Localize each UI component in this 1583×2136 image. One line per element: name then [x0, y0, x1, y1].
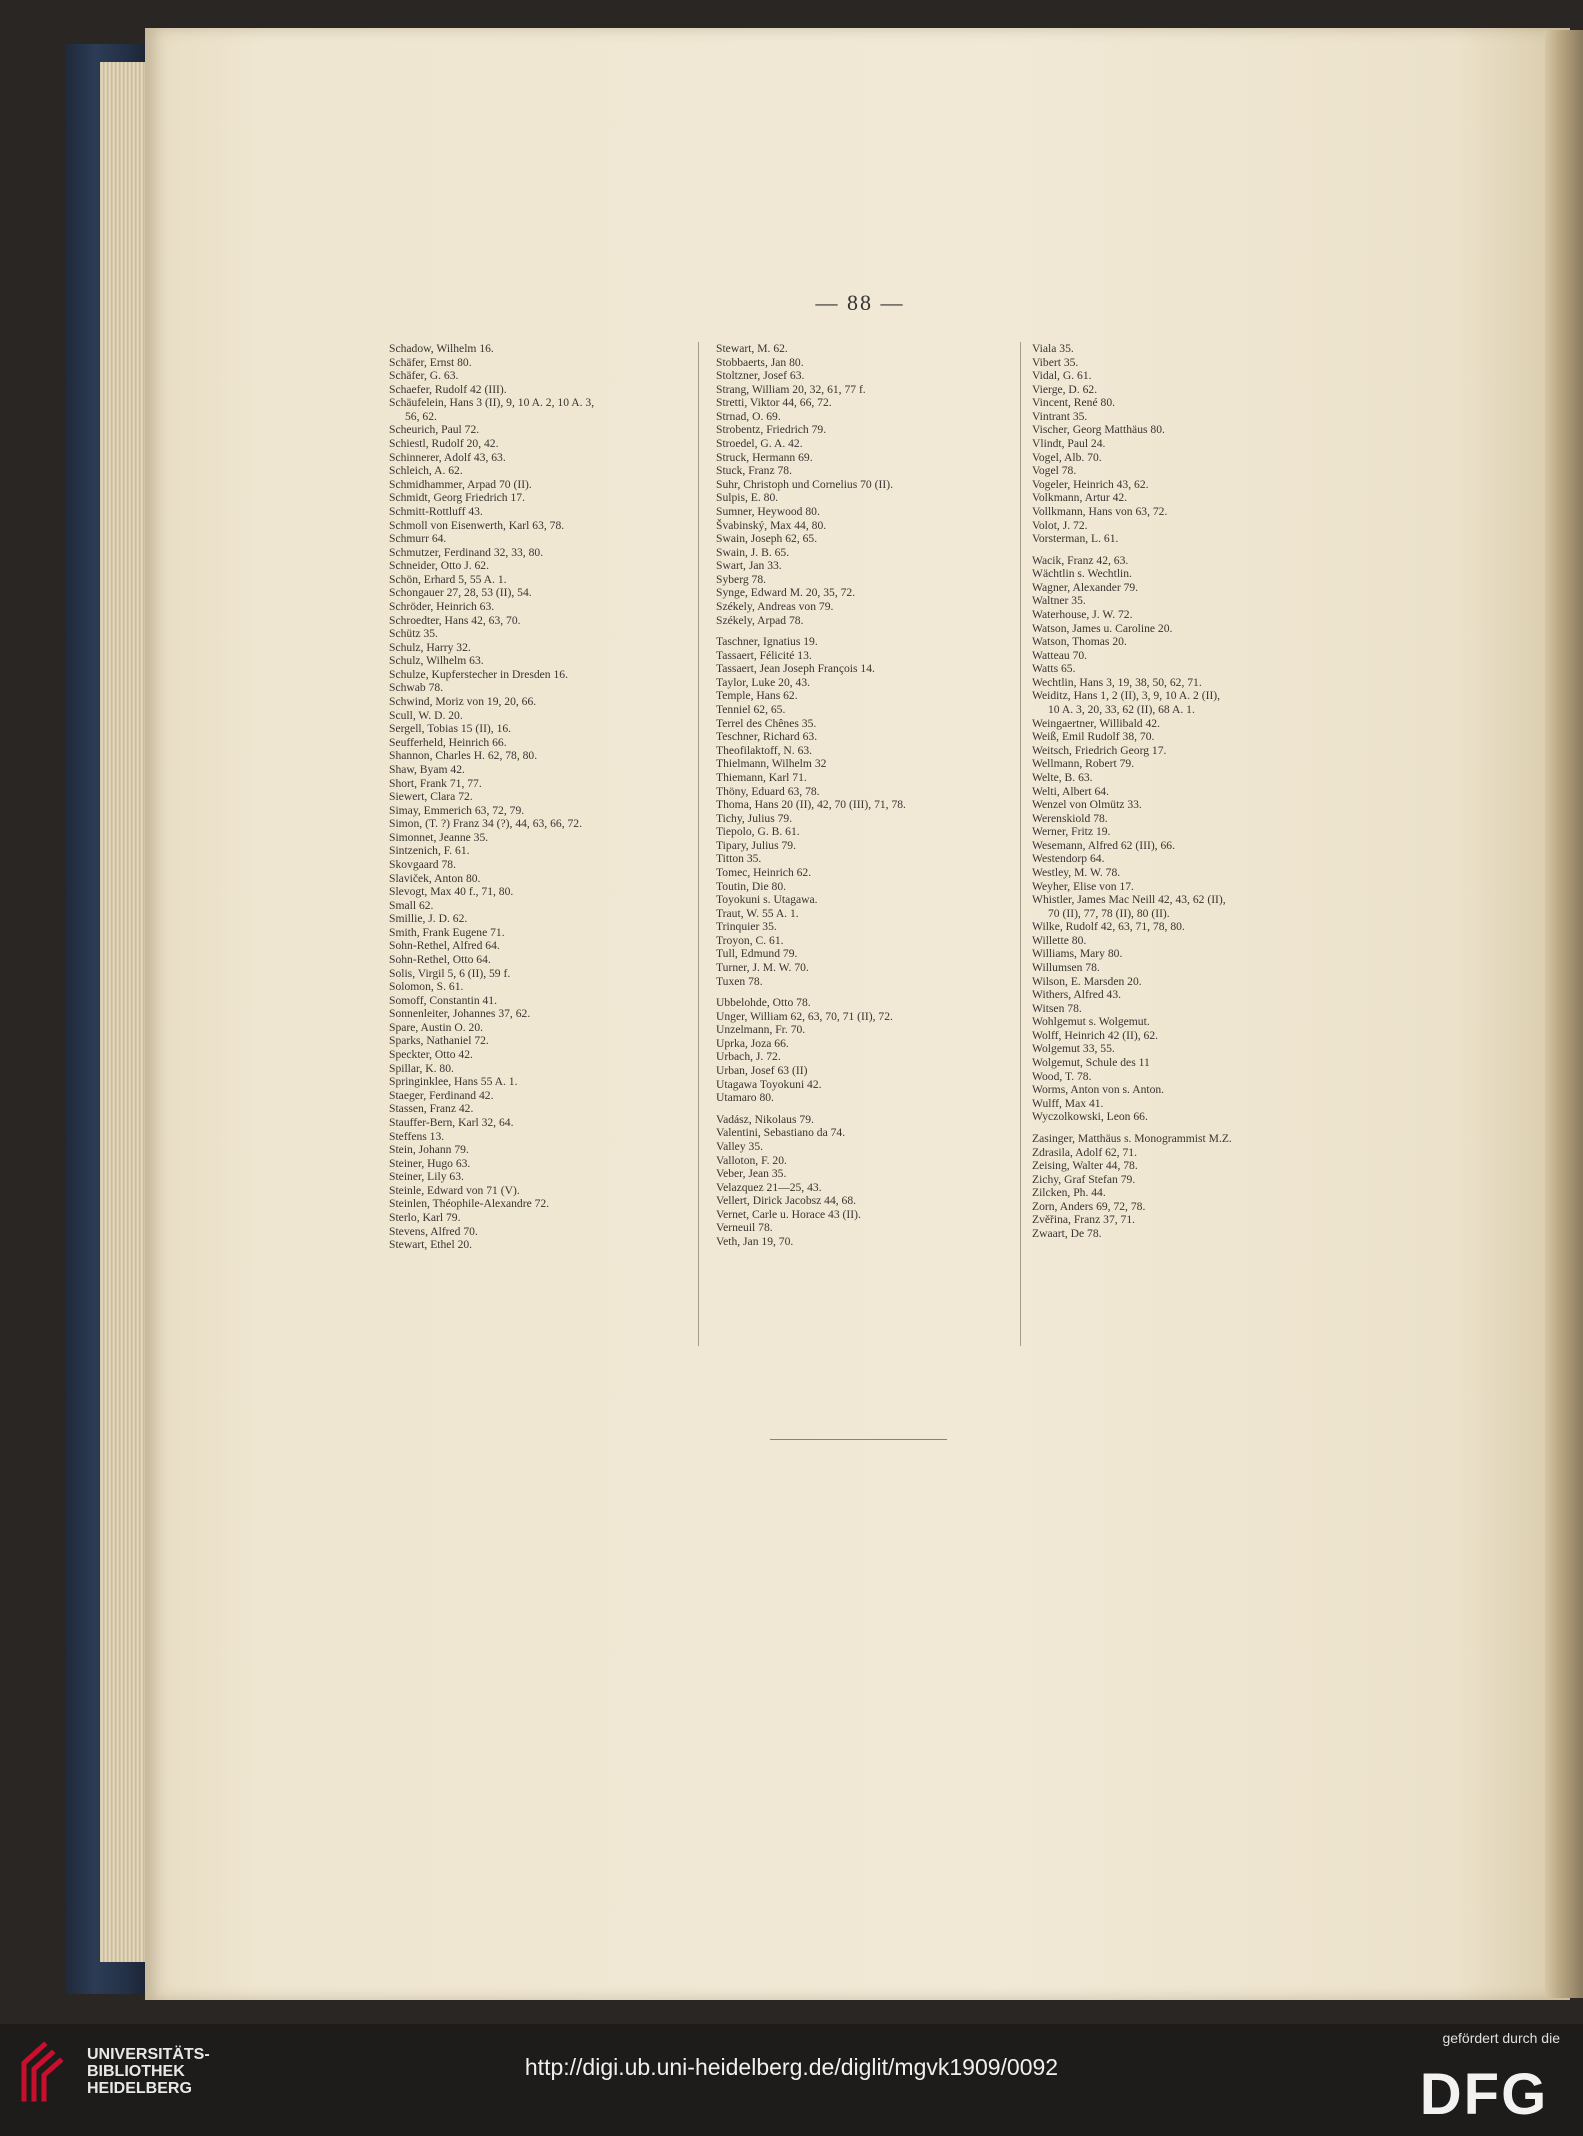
index-entry: Simonnet, Jeanne 35.	[389, 830, 489, 844]
index-entry: Schulze, Kupferstecher in Dresden 16.	[389, 667, 568, 681]
index-entry: Small 62.	[389, 898, 434, 912]
index-entry: Solis, Virgil 5, 6 (II), 59 f.	[389, 966, 511, 980]
index-entry: Steinle, Edward von 71 (V).	[389, 1183, 520, 1197]
index-entry: Slaviček, Anton 80.	[389, 871, 481, 885]
index-entry: Swart, Jan 33.	[716, 559, 782, 573]
index-entry: Utamaro 80.	[716, 1091, 774, 1105]
index-entry: Vollkmann, Hans von 63, 72.	[1032, 504, 1168, 518]
index-entry: Schneider, Otto J. 62.	[389, 559, 490, 573]
index-entry: Wood, T. 78.	[1032, 1069, 1092, 1083]
section-gap	[1032, 546, 1342, 554]
section-gap	[716, 988, 1016, 996]
page-number: — 88 —	[815, 290, 905, 315]
index-entry: Thiemann, Karl 71.	[716, 770, 807, 784]
index-entry: Steiner, Hugo 63.	[389, 1156, 471, 1170]
index-entry: Welte, B. 63.	[1032, 770, 1093, 784]
index-entry: Tipary, Julius 79.	[716, 838, 796, 852]
index-entry: Willette 80.	[1032, 933, 1087, 947]
index-entry: Schaefer, Rudolf 42 (III).	[389, 382, 507, 396]
index-entry: Terrel des Chênes 35.	[716, 716, 817, 730]
column-divider	[1020, 342, 1021, 1346]
index-entry: Wohlgemut s. Wolgemut.	[1032, 1015, 1150, 1029]
index-entry: Weitsch, Friedrich Georg 17.	[1032, 743, 1167, 757]
index-entry: Sterlo, Karl 79.	[389, 1211, 461, 1224]
index-entry: Seufferheld, Heinrich 66.	[389, 735, 507, 749]
index-entry: Stauffer-Bern, Karl 32, 64.	[389, 1115, 514, 1129]
institution-name-line: HEIDELBERG	[87, 2080, 192, 2097]
index-entry: Thoma, Hans 20 (II), 42, 70 (III), 71, 78.	[716, 798, 906, 812]
index-entry: Veth, Jan 19, 70.	[716, 1235, 794, 1248]
index-entry: Wyczolkowski, Leon 66.	[1032, 1110, 1148, 1124]
index-entry: Stretti, Viktor 44, 66, 72.	[716, 396, 832, 410]
index-entry: Schröder, Heinrich 63.	[389, 599, 495, 613]
index-entry: Turner, J. M. W. 70.	[716, 961, 809, 975]
index-entry: Zwaart, De 78.	[1032, 1227, 1102, 1240]
index-entry: Temple, Hans 62.	[716, 689, 798, 703]
end-rule	[770, 1439, 947, 1440]
index-entry: Taschner, Ignatius 19.	[716, 635, 818, 649]
index-entry: Wagner, Alexander 79.	[1032, 580, 1139, 594]
index-entry: Watts 65.	[1032, 662, 1076, 676]
index-entry-continuation: 10 A. 3, 20, 33, 62 (II), 68 A. 1.	[1048, 703, 1195, 717]
index-entry: Vernet, Carle u. Horace 43 (II).	[716, 1207, 861, 1221]
index-entry: Werenskiold 78.	[1032, 811, 1108, 825]
index-entry: Struck, Hermann 69.	[716, 450, 813, 464]
index-entry: Steinlen, Théophile-Alexandre 72.	[389, 1197, 550, 1211]
index-entry: Wilson, E. Marsden 20.	[1032, 974, 1142, 988]
section-gap	[716, 627, 1016, 635]
index-entry: Scull, W. D. 20.	[389, 708, 463, 722]
index-entry-continuation: 56, 62.	[405, 409, 437, 423]
index-entry: Thielmann, Wilhelm 32	[716, 757, 827, 771]
index-entry: Weingaertner, Willibald 42.	[1032, 716, 1160, 730]
index-entry: Urban, Josef 63 (II)	[716, 1064, 808, 1078]
index-entry: Vorsterman, L. 61.	[1032, 532, 1119, 546]
index-entry: Toyokuni s. Utagawa.	[716, 893, 818, 907]
index-entry: Strobentz, Friedrich 79.	[716, 423, 827, 437]
index-entry: Welti, Albert 64.	[1032, 784, 1109, 798]
index-entry: Valentini, Sebastiano da 74.	[716, 1126, 846, 1140]
index-entry: Zasinger, Matthäus s. Monogrammist M.Z.	[1032, 1131, 1232, 1145]
index-entry: Steiner, Lily 63.	[389, 1170, 464, 1184]
index-entry: Watson, Thomas 20.	[1032, 635, 1127, 649]
index-entry: Zdrasila, Adolf 62, 71.	[1032, 1145, 1137, 1159]
index-entry: Solomon, S. 61.	[389, 980, 464, 994]
index-entry: Stewart, M. 62.	[716, 342, 788, 355]
index-entry: Wilke, Rudolf 42, 63, 71, 78, 80.	[1032, 920, 1185, 934]
index-entry: Wächtlin s. Wechtlin.	[1032, 567, 1132, 581]
index-entry: Vogel 78.	[1032, 464, 1077, 478]
index-entry: Synge, Edward M. 20, 35, 72.	[716, 586, 856, 600]
index-entry: Weiß, Emil Rudolf 38, 70.	[1032, 730, 1155, 744]
index-entry: Tassaert, Jean Joseph François 14.	[716, 662, 875, 676]
index-entry: Urbach, J. 72.	[716, 1050, 781, 1064]
index-entry: Volot, J. 72.	[1032, 518, 1088, 532]
index-entry: Swain, J. B. 65.	[716, 545, 790, 559]
index-entry: Volkmann, Artur 42.	[1032, 491, 1128, 505]
section-gap	[1032, 1124, 1342, 1132]
index-entry: Watteau 70.	[1032, 648, 1088, 662]
university-library-logo-icon	[18, 2037, 68, 2103]
index-entry: Theofilaktoff, N. 63.	[716, 743, 813, 757]
index-entry: Spare, Austin O. 20.	[389, 1020, 484, 1034]
dfg-logo-text: DFG	[1419, 2066, 1549, 2120]
index-entry: Székely, Andreas von 79.	[716, 599, 834, 613]
index-entry: Titton 35.	[716, 852, 762, 866]
index-entry: Švabinský, Max 44, 80.	[716, 518, 827, 532]
index-entry: Schütz 35.	[389, 627, 438, 641]
index-entry-continuation: 70 (II), 77, 78 (II), 80 (II).	[1048, 906, 1170, 920]
index-entry: Werner, Fritz 19.	[1032, 825, 1111, 839]
index-entry: Schmoll von Eisenwerth, Karl 63, 78.	[389, 518, 565, 532]
index-entry: Viala 35.	[1032, 342, 1074, 355]
index-entry: Willumsen 78.	[1032, 961, 1100, 975]
index-entry: Tenniel 62, 65.	[716, 703, 786, 717]
index-entry: Somoff, Constantin 41.	[389, 993, 498, 1007]
index-entry: Uprka, Joza 66.	[716, 1036, 789, 1050]
index-entry: Vellert, Dirick Jacobsz 44, 68.	[716, 1194, 857, 1208]
index-entry: Sulpis, E. 80.	[716, 491, 779, 505]
index-entry: Stoltzner, Josef 63.	[716, 369, 805, 383]
index-entry: Wesemann, Alfred 62 (III), 66.	[1032, 838, 1175, 852]
index-entry: Zvěřina, Franz 37, 71.	[1032, 1213, 1136, 1227]
index-entry: Stewart, Ethel 20.	[389, 1238, 473, 1252]
logo-red-strokes	[24, 2045, 60, 2099]
index-entry: Taylor, Luke 20, 43.	[716, 675, 811, 689]
index-entry: Tuxen 78.	[716, 974, 763, 988]
index-entry: Traut, W. 55 A. 1.	[716, 906, 799, 920]
index-entry: Waterhouse, J. W. 72.	[1032, 607, 1133, 621]
index-entry: Wolgemut 33, 55.	[1032, 1042, 1115, 1056]
index-entry: Witsen 78.	[1032, 1001, 1082, 1015]
index-entry: Westley, M. W. 78.	[1032, 865, 1121, 879]
index-entry: Vintrant 35.	[1032, 409, 1088, 423]
index-entry: Watson, James u. Caroline 20.	[1032, 621, 1173, 635]
index-entry: Veber, Jean 35.	[716, 1167, 787, 1181]
index-entry: Steffens 13.	[389, 1129, 445, 1143]
index-entry: Worms, Anton von s. Anton.	[1032, 1083, 1165, 1097]
index-entry: Strang, William 20, 32, 61, 77 f.	[716, 382, 866, 396]
index-entry: Sparks, Nathaniel 72.	[389, 1034, 489, 1048]
index-entry: Sohn-Rethel, Otto 64.	[389, 953, 491, 967]
index-entry: Schulz, Wilhelm 63.	[389, 654, 484, 668]
index-entry: Verneuil 78.	[716, 1221, 773, 1235]
index-entry: Troyon, C. 61.	[716, 933, 784, 947]
index-entry: Smillie, J. D. 62.	[389, 912, 468, 926]
index-entry: Wacik, Franz 42, 63.	[1032, 553, 1129, 567]
index-entry: Schön, Erhard 5, 55 A. 1.	[389, 572, 507, 586]
index-entry: Stassen, Franz 42.	[389, 1102, 474, 1116]
index-entry: Schmitt-Rottluff 43.	[389, 504, 483, 518]
index-entry: Schinnerer, Adolf 43, 63.	[389, 450, 506, 464]
index-entry: Toutin, Die 80.	[716, 879, 787, 893]
section-gap	[716, 1105, 1016, 1113]
index-entry: Utagawa Toyokuni 42.	[716, 1077, 822, 1091]
index-entry: Vogel, Alb. 70.	[1032, 450, 1102, 464]
index-entry: Strnad, O. 69.	[716, 409, 781, 423]
index-entry: Schmutzer, Ferdinand 32, 33, 80.	[389, 545, 544, 559]
index-entry: Wenzel von Olmütz 33.	[1032, 798, 1142, 812]
index-entry: Zorn, Anders 69, 72, 78.	[1032, 1199, 1146, 1213]
index-entry: Wechtlin, Hans 3, 19, 38, 50, 62, 71.	[1032, 675, 1202, 689]
index-entry: Shannon, Charles H. 62, 78, 80.	[389, 749, 538, 763]
index-entry: Sumner, Heywood 80.	[716, 504, 820, 518]
index-entry: Waltner 35.	[1032, 594, 1086, 608]
index-entry: Tull, Edmund 79.	[716, 947, 798, 961]
index-entry: Vadász, Nikolaus 79.	[716, 1112, 814, 1126]
index-entry: Schmidt, Georg Friedrich 17.	[389, 491, 525, 505]
index-entry: Wulff, Max 41.	[1032, 1096, 1104, 1110]
index-entry: Stroedel, G. A. 42.	[716, 437, 803, 451]
index-entry: Schiestl, Rudolf 20, 42.	[389, 437, 499, 451]
index-entry: Weyher, Elise von 17.	[1032, 879, 1134, 893]
index-entry: Suhr, Christoph und Cornelius 70 (II).	[716, 477, 893, 491]
index-entry: Withers, Alfred 43.	[1032, 988, 1122, 1002]
index-entry: Zeising, Walter 44, 78.	[1032, 1159, 1138, 1173]
index-entry: Schäfer, Ernst 80.	[389, 355, 472, 369]
index-entry: Short, Frank 71, 77.	[389, 776, 482, 790]
index-entry: Stevens, Alfred 70.	[389, 1224, 478, 1238]
index-entry: Sonnenleiter, Johannes 37, 62.	[389, 1007, 531, 1021]
index-entry: Staeger, Ferdinand 42.	[389, 1088, 494, 1102]
index-entry: Syberg 78.	[716, 572, 767, 586]
index-entry: Weiditz, Hans 1, 2 (II), 3, 9, 10 A. 2 (II),	[1032, 689, 1221, 703]
index-entry: Wolgemut, Schule des 11	[1032, 1056, 1150, 1070]
index-entry: Schwind, Moriz von 19, 20, 66.	[389, 695, 537, 709]
permalink-url[interactable]: http://digi.ub.uni-heidelberg.de/diglit/mgvk1909/0092	[524, 2054, 1059, 2080]
index-entry: Vierge, D. 62.	[1032, 382, 1098, 396]
institution-name-line: UNIVERSITÄTS-	[87, 2046, 210, 2063]
index-entry: Sergell, Tobias 15 (II), 16.	[389, 722, 512, 736]
index-entry: Tassaert, Félicité 13.	[716, 648, 812, 662]
funding-note: gefördert durch die	[1442, 2030, 1560, 2046]
index-entry: Williams, Mary 80.	[1032, 947, 1123, 961]
index-entry: Vincent, René 80.	[1032, 396, 1116, 410]
next-page-edge	[1545, 30, 1583, 1998]
index-entry: Schroedter, Hans 42, 63, 70.	[389, 613, 521, 627]
index-entry: Westendorp 64.	[1032, 852, 1105, 866]
index-entry: Schongauer 27, 28, 53 (II), 54.	[389, 586, 532, 600]
index-entry: Thöny, Eduard 63, 78.	[716, 784, 820, 798]
index-entry: Schäfer, G. 63.	[389, 369, 459, 383]
index-entry: Wolff, Heinrich 42 (II), 62.	[1032, 1028, 1159, 1042]
index-entry: Spillar, K. 80.	[389, 1061, 454, 1075]
index-entry: Sintzenich, F. 61.	[389, 844, 470, 858]
index-entry: Unger, William 62, 63, 70, 71 (II), 72.	[716, 1009, 893, 1023]
index-entry: Skovgaard 78.	[389, 857, 456, 871]
index-entry: Slevogt, Max 40 f., 71, 80.	[389, 885, 514, 899]
index-entry: Stein, Johann 79.	[389, 1143, 469, 1157]
index-entry: Smith, Frank Eugene 71.	[389, 925, 505, 939]
index-entry: Teschner, Richard 63.	[716, 730, 818, 744]
index-entry: Schulz, Harry 32.	[389, 640, 471, 654]
institution-name-line: BIBLIOTHEK	[87, 2063, 185, 2080]
index-entry: Schmurr 64.	[389, 532, 447, 546]
index-entry: Schwab 78.	[389, 681, 444, 695]
index-entry: Scheurich, Paul 72.	[389, 423, 480, 437]
index-entry: Siewert, Clara 72.	[389, 790, 473, 804]
index-entry: Wellmann, Robert 79.	[1032, 757, 1135, 771]
institution-name	[87, 2046, 210, 2097]
index-entry: Zilcken, Ph. 44.	[1032, 1186, 1106, 1200]
index-entry: Velazquez 21—25, 43.	[716, 1180, 822, 1194]
index-entry: Vibert 35.	[1032, 355, 1079, 369]
index-entry: Ubbelohde, Otto 78.	[716, 996, 811, 1010]
index-entry: Whistler, James Mac Neill 42, 43, 62 (II),	[1032, 893, 1226, 907]
index-entry: Springinklee, Hans 55 A. 1.	[389, 1075, 518, 1089]
index-entry: Stobbaerts, Jan 80.	[716, 355, 804, 369]
index-entry: Simon, (T. ?) Franz 34 (?), 44, 63, 66, 72.	[389, 817, 582, 831]
index-entry: Schäufelein, Hans 3 (II), 9, 10 A. 2, 10 A. 3,	[389, 396, 595, 410]
index-entry: Tichy, Julius 79.	[716, 811, 793, 825]
index-entry: Valloton, F. 20.	[716, 1153, 787, 1167]
index-entry: Trinquier 35.	[716, 920, 777, 934]
index-entry: Székely, Arpad 78.	[716, 613, 804, 627]
index-entry: Vidal, G. 61.	[1032, 369, 1092, 383]
index-entry: Vogeler, Heinrich 43, 62.	[1032, 477, 1149, 491]
index-entry: Shaw, Byam 42.	[389, 762, 465, 776]
index-column-3	[1032, 342, 1342, 1241]
index-column-1	[389, 342, 689, 1252]
index-column-2	[716, 342, 1016, 1249]
index-entry: Stuck, Franz 78.	[716, 464, 792, 478]
index-entry: Speckter, Otto 42.	[389, 1048, 473, 1062]
index-entry: Tomec, Heinrich 62.	[716, 865, 812, 879]
index-entry: Schleich, A. 62.	[389, 464, 463, 478]
index-entry: Schmidhammer, Arpad 70 (II).	[389, 477, 532, 491]
index-entry: Simay, Emmerich 63, 72, 79.	[389, 803, 525, 817]
index-entry: Unzelmann, Fr. 70.	[716, 1023, 806, 1037]
index-entry: Valley 35.	[716, 1139, 764, 1153]
index-entry: Vischer, Georg Matthäus 80.	[1032, 423, 1165, 437]
index-entry: Tiepolo, G. B. 61.	[716, 825, 800, 839]
index-entry: Vlindt, Paul 24.	[1032, 437, 1106, 451]
index-entry: Zichy, Graf Stefan 79.	[1032, 1172, 1136, 1186]
dfg-logo-icon	[1408, 2066, 1560, 2120]
index-entry: Swain, Joseph 62, 65.	[716, 532, 818, 546]
index-entry: Schadow, Wilhelm 16.	[389, 342, 494, 355]
column-divider	[698, 342, 699, 1346]
index-entry: Sohn-Rethel, Alfred 64.	[389, 939, 500, 953]
